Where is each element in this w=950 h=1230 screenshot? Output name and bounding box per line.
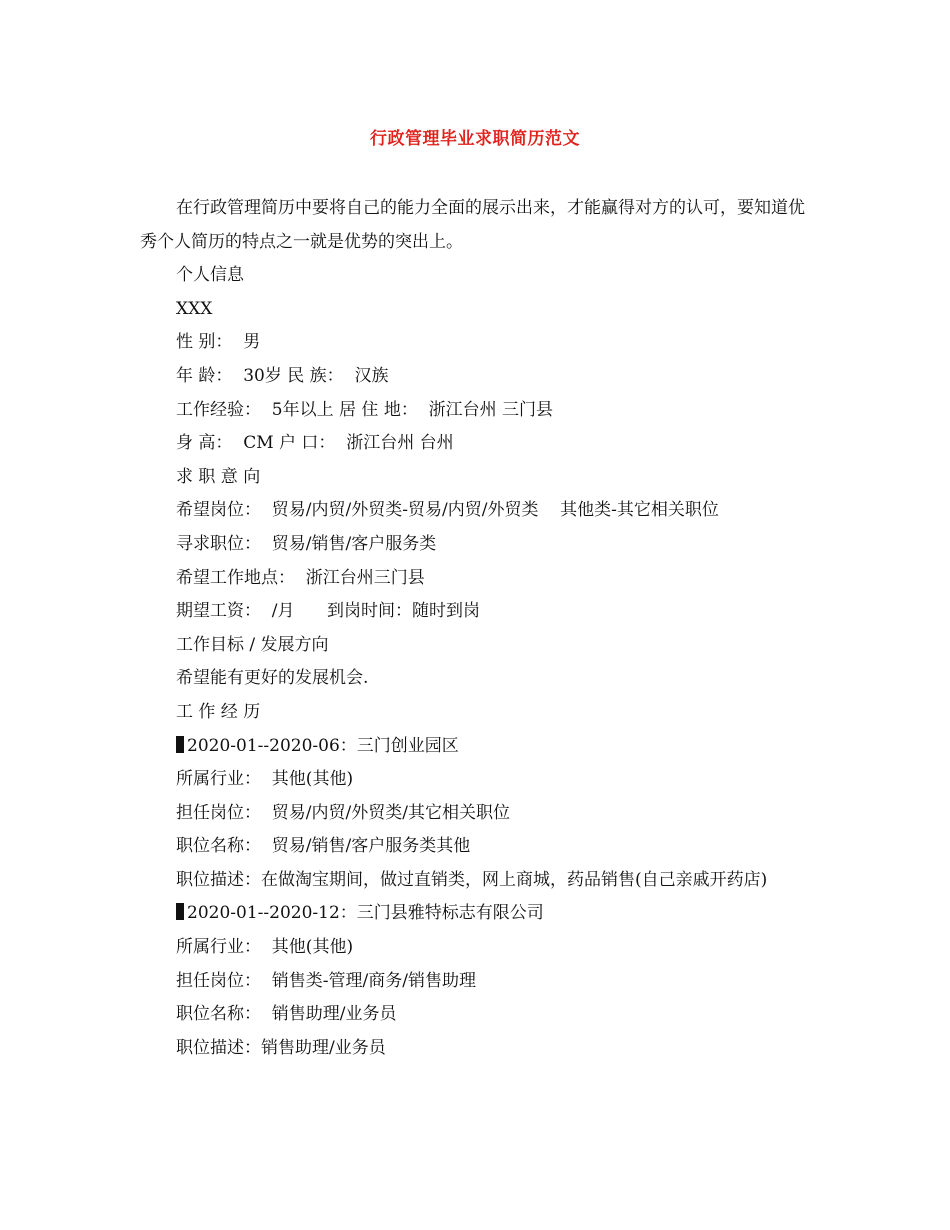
age-line: 年 龄： 30岁 民 族： 汉族 (176, 365, 389, 386)
job-industry-line: 所属行业： 其他(其他) (176, 769, 354, 790)
experience-line: 工作经验： 5年以上 居 住 地： 浙江台州 三门县 (176, 399, 554, 420)
job-description-line: 职位描述：在做淘宝期间，做过直销类，网上商城，药品销售(自己亲戚开药店) (176, 869, 768, 890)
intro-paragraph: 在行政管理简历中要将自己的能力全面的展示出来，才能赢得对方的认可，要知道优秀个人简历的特点之一就是优势的突出上。 (140, 198, 805, 252)
bullet-block-icon (176, 736, 184, 753)
desired-position-line: 希望岗位： 贸易/内贸/外贸类-贸易/内贸/外贸类 其他类-其它相关职位 (176, 500, 719, 521)
seeking-position-line: 寻求职位： 贸易/销售/客户服务类 (176, 533, 437, 554)
desired-location-line: 希望工作地点： 浙江台州三门县 (176, 567, 425, 588)
document-body (140, 192, 814, 1065)
job-industry-line: 所属行业： 其他(其他) (176, 937, 354, 958)
salary-line: 期望工资： /月 到岗时间：随时到岗 (176, 601, 480, 622)
job-period-text: 2020-01--2020-12：三门县雅特标志有限公司 (187, 903, 544, 924)
work-history-heading: 工 作 经 历 (176, 701, 261, 722)
job-period-line (140, 730, 814, 764)
job-description-line: 职位描述：销售助理/业务员 (176, 1037, 386, 1058)
job-post-line: 担任岗位： 销售类-管理/商务/销售助理 (176, 970, 477, 991)
job-post-line: 担任岗位： 贸易/内贸/外贸类/其它相关职位 (176, 802, 510, 823)
job-period-text: 2020-01--2020-06：三门创业园区 (187, 735, 459, 756)
job-period-line (140, 897, 814, 931)
goal-line: 希望能有更好的发展机会. (176, 668, 369, 689)
personal-info-heading: 个人信息 (176, 265, 244, 286)
job-title-line: 职位名称： 销售助理/业务员 (176, 1004, 397, 1025)
name-line: XXX (176, 298, 213, 319)
goal-heading: 工作目标 / 发展方向 (176, 634, 329, 655)
bullet-block-icon (176, 903, 184, 920)
job-title-line: 职位名称： 贸易/销售/客户服务类其他 (176, 836, 471, 857)
document-title: 行政管理毕业求职简历范文 (370, 129, 580, 149)
job-intent-heading: 求 职 意 向 (176, 466, 261, 487)
gender-line: 性 别： 男 (176, 332, 261, 353)
height-line: 身 高： CM 户 口： 浙江台州 台州 (176, 433, 454, 454)
